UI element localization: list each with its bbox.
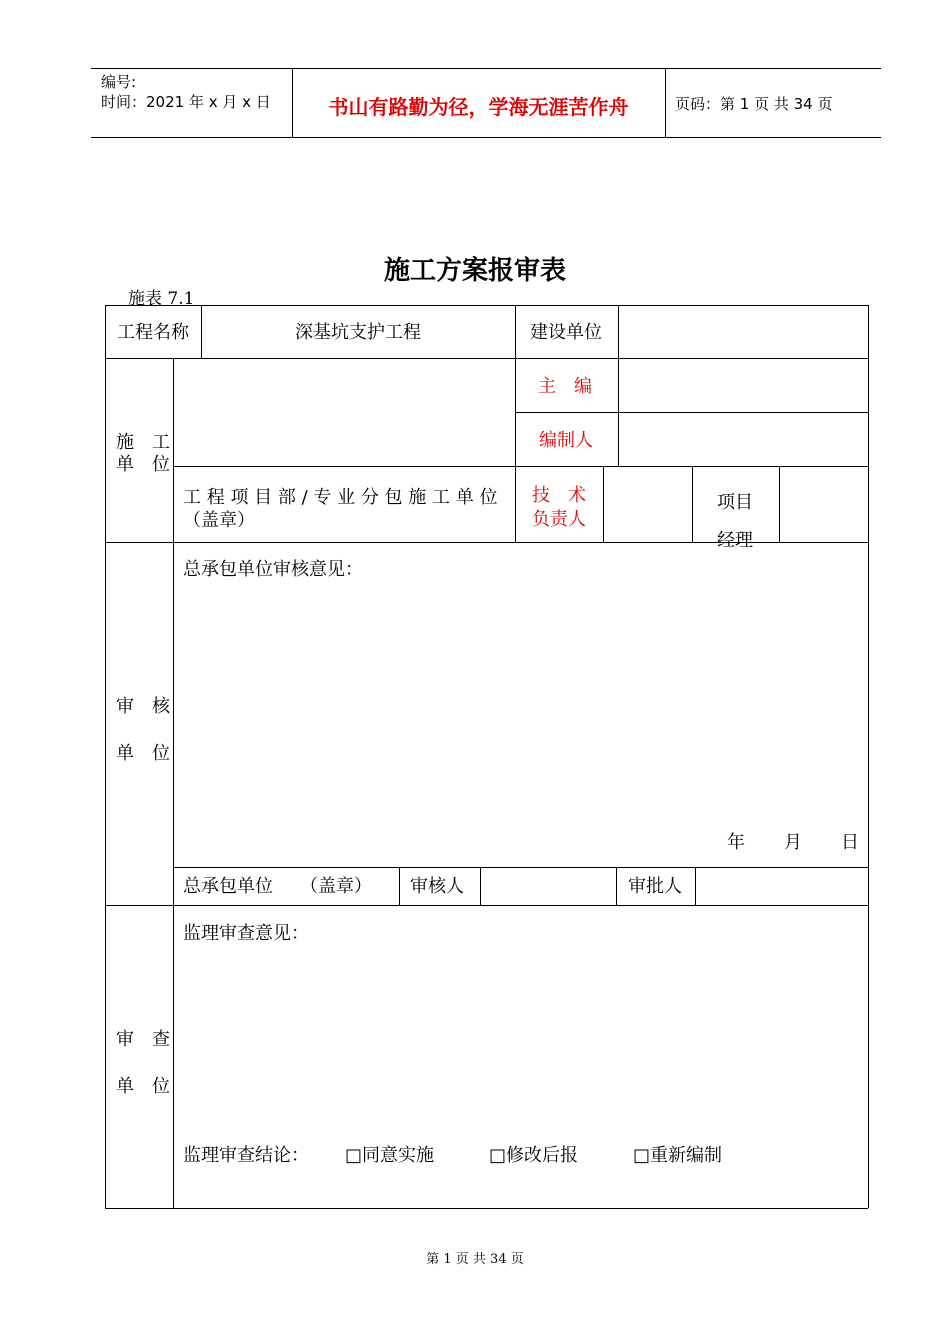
project-manager-label xyxy=(717,484,753,560)
header-page-label: 页码：第 1 页 共 34 页 xyxy=(675,95,833,113)
inspection-unit-label xyxy=(116,1016,170,1110)
reviewer-label: 审核人 xyxy=(410,876,464,897)
table-rule xyxy=(173,358,174,1208)
review-unit-label-line: 审 核 xyxy=(116,696,170,717)
table-rule xyxy=(399,867,400,905)
project-dept-label-line: （盖章） xyxy=(183,510,255,531)
form-number: 施表 7.1 xyxy=(128,289,195,309)
client-label: 建设单位 xyxy=(530,322,602,343)
review-unit-label xyxy=(116,683,170,777)
table-rule xyxy=(105,358,868,359)
table-rule xyxy=(515,305,516,542)
document-title: 施工方案报审表 xyxy=(383,256,566,286)
compiler-label: 编制人 xyxy=(539,430,593,451)
header-motto: 书山有路勤为径，学海无涯苦作舟 xyxy=(328,95,629,119)
review-unit-label-line: 单 位 xyxy=(116,743,170,764)
supervision-opinion-label: 监理审查意见： xyxy=(183,923,309,944)
project-manager-label-line: 项目 xyxy=(717,492,753,513)
redo-checkbox-option[interactable]: □重新编制 xyxy=(633,1145,723,1166)
table-rule xyxy=(695,867,696,905)
table-rule xyxy=(515,412,868,413)
table-rule xyxy=(618,305,619,466)
header-code-label: 编号: xyxy=(101,73,137,91)
date-day: 日 xyxy=(841,832,859,853)
table-border-left xyxy=(105,305,106,1208)
table-border-top xyxy=(105,305,868,306)
table-rule xyxy=(173,867,868,868)
contractor-label-line: 施 工 xyxy=(116,432,170,453)
table-rule xyxy=(480,867,481,905)
contractor-label xyxy=(116,432,170,476)
table-rule xyxy=(173,466,868,467)
project-dept-label xyxy=(183,486,497,532)
tech-lead-label xyxy=(532,484,586,532)
tech-lead-label-line: 技 术 xyxy=(532,485,586,506)
table-border-bottom xyxy=(105,1208,868,1209)
project-name-value: 深基坑支护工程 xyxy=(295,322,421,343)
gc-unit-seal-label: 总承包单位 （盖章） xyxy=(183,876,372,897)
inspection-unit-label-line: 单 位 xyxy=(116,1076,170,1097)
date-month: 月 xyxy=(784,832,802,853)
table-rule xyxy=(603,466,604,542)
table-border-right xyxy=(868,305,869,1208)
revise-checkbox-option[interactable]: □修改后报 xyxy=(489,1145,579,1166)
table-rule xyxy=(779,466,780,542)
page-header xyxy=(91,68,881,138)
project-dept-label-line: 工 程 项 目 部 / 专 业 分 包 施 工 单 位 xyxy=(183,487,498,508)
header-time-label: 时间：2021 年 x 月 x 日 xyxy=(101,93,271,111)
table-rule xyxy=(692,466,693,542)
header-divider xyxy=(665,69,666,137)
chief-editor-label: 主 编 xyxy=(538,376,592,397)
table-rule xyxy=(105,542,868,543)
approver-label: 审批人 xyxy=(628,876,682,897)
tech-lead-label-line: 负责人 xyxy=(532,509,586,530)
gc-opinion-label: 总承包单位审核意见： xyxy=(183,559,363,580)
project-manager-label-line: 经理 xyxy=(717,530,753,551)
agree-checkbox-option[interactable]: □同意实施 xyxy=(345,1145,435,1166)
project-name-label: 工程名称 xyxy=(117,322,189,343)
table-rule xyxy=(616,867,617,905)
page-footer: 第 1 页 共 34 页 xyxy=(426,1252,524,1267)
date-year: 年 xyxy=(727,832,745,853)
contractor-label-line: 单 位 xyxy=(116,454,170,475)
inspection-unit-label-line: 审 查 xyxy=(116,1029,170,1050)
supervision-conclusion-label: 监理审查结论： xyxy=(183,1145,309,1166)
table-rule xyxy=(105,905,868,906)
